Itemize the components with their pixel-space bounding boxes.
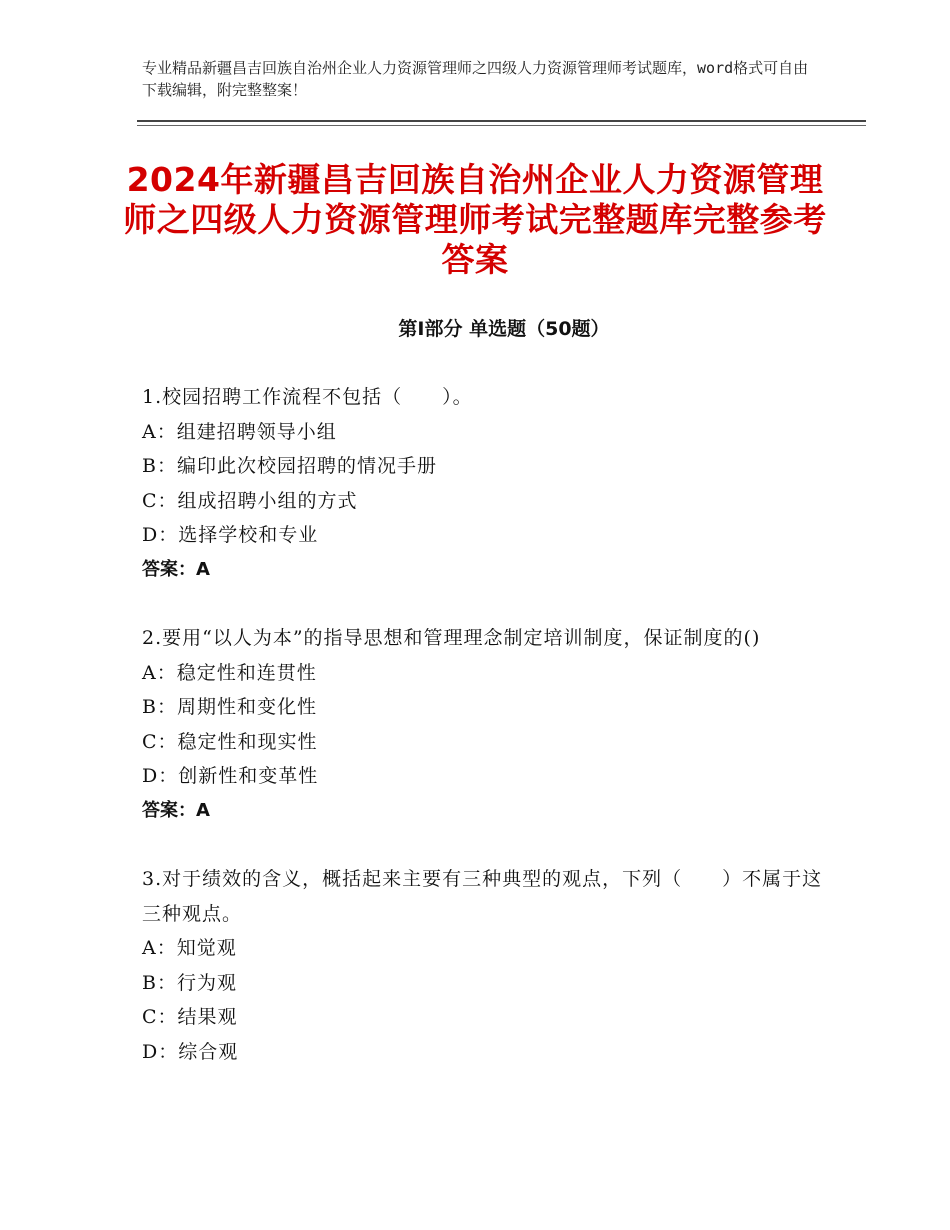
option-d: D：选择学校和专业 <box>142 524 319 546</box>
option-d: D：创新性和变革性 <box>142 765 319 787</box>
option-d: D：综合观 <box>142 1040 239 1063</box>
question-item <box>142 380 832 587</box>
question-stem: 1.校园招聘工作流程不包括（ ）。 <box>142 386 473 408</box>
answer-line: 答案：A <box>142 558 210 580</box>
section-title: 第Ⅰ部分 单选题（50题） <box>398 318 610 340</box>
question-list <box>142 380 832 1103</box>
option-a: A：稳定性和连贯性 <box>142 661 317 684</box>
option-b: B：行为观 <box>142 971 237 994</box>
question-item <box>142 621 832 828</box>
option-b: B：编印此次校园招聘的情况手册 <box>142 455 437 477</box>
option-b: B：周期性和变化性 <box>142 696 317 718</box>
answer-line: 答案：A <box>142 799 210 821</box>
header-rule-thin <box>137 125 866 126</box>
option-c: C：结果观 <box>142 1006 238 1028</box>
question-stem: 3.对于绩效的含义，概括起来主要有三种典型的观点，下列（ ）不属于这三种观点。 <box>142 868 823 925</box>
document-title: 2024年新疆昌吉回族自治州企业人力资源管理师之四级人力资源管理师考试完整题库完整参考答案 <box>123 160 827 279</box>
header-rule <box>137 120 866 122</box>
option-a: A：知觉观 <box>142 937 237 959</box>
header-note: 专业精品新疆昌吉回族自治州企业人力资源管理师之四级人力资源管理师考试题库，word格式可自由下载编辑，附完整整案！ <box>142 59 809 99</box>
question-stem: 2.要用“以人为本”的指导思想和管理理念制定培训制度，保证制度的() <box>142 627 761 649</box>
option-c: C：组成招聘小组的方式 <box>142 489 358 512</box>
option-c: C：稳定性和现实性 <box>142 730 318 753</box>
question-item <box>142 862 832 1069</box>
option-a: A：组建招聘领导小组 <box>142 420 337 443</box>
